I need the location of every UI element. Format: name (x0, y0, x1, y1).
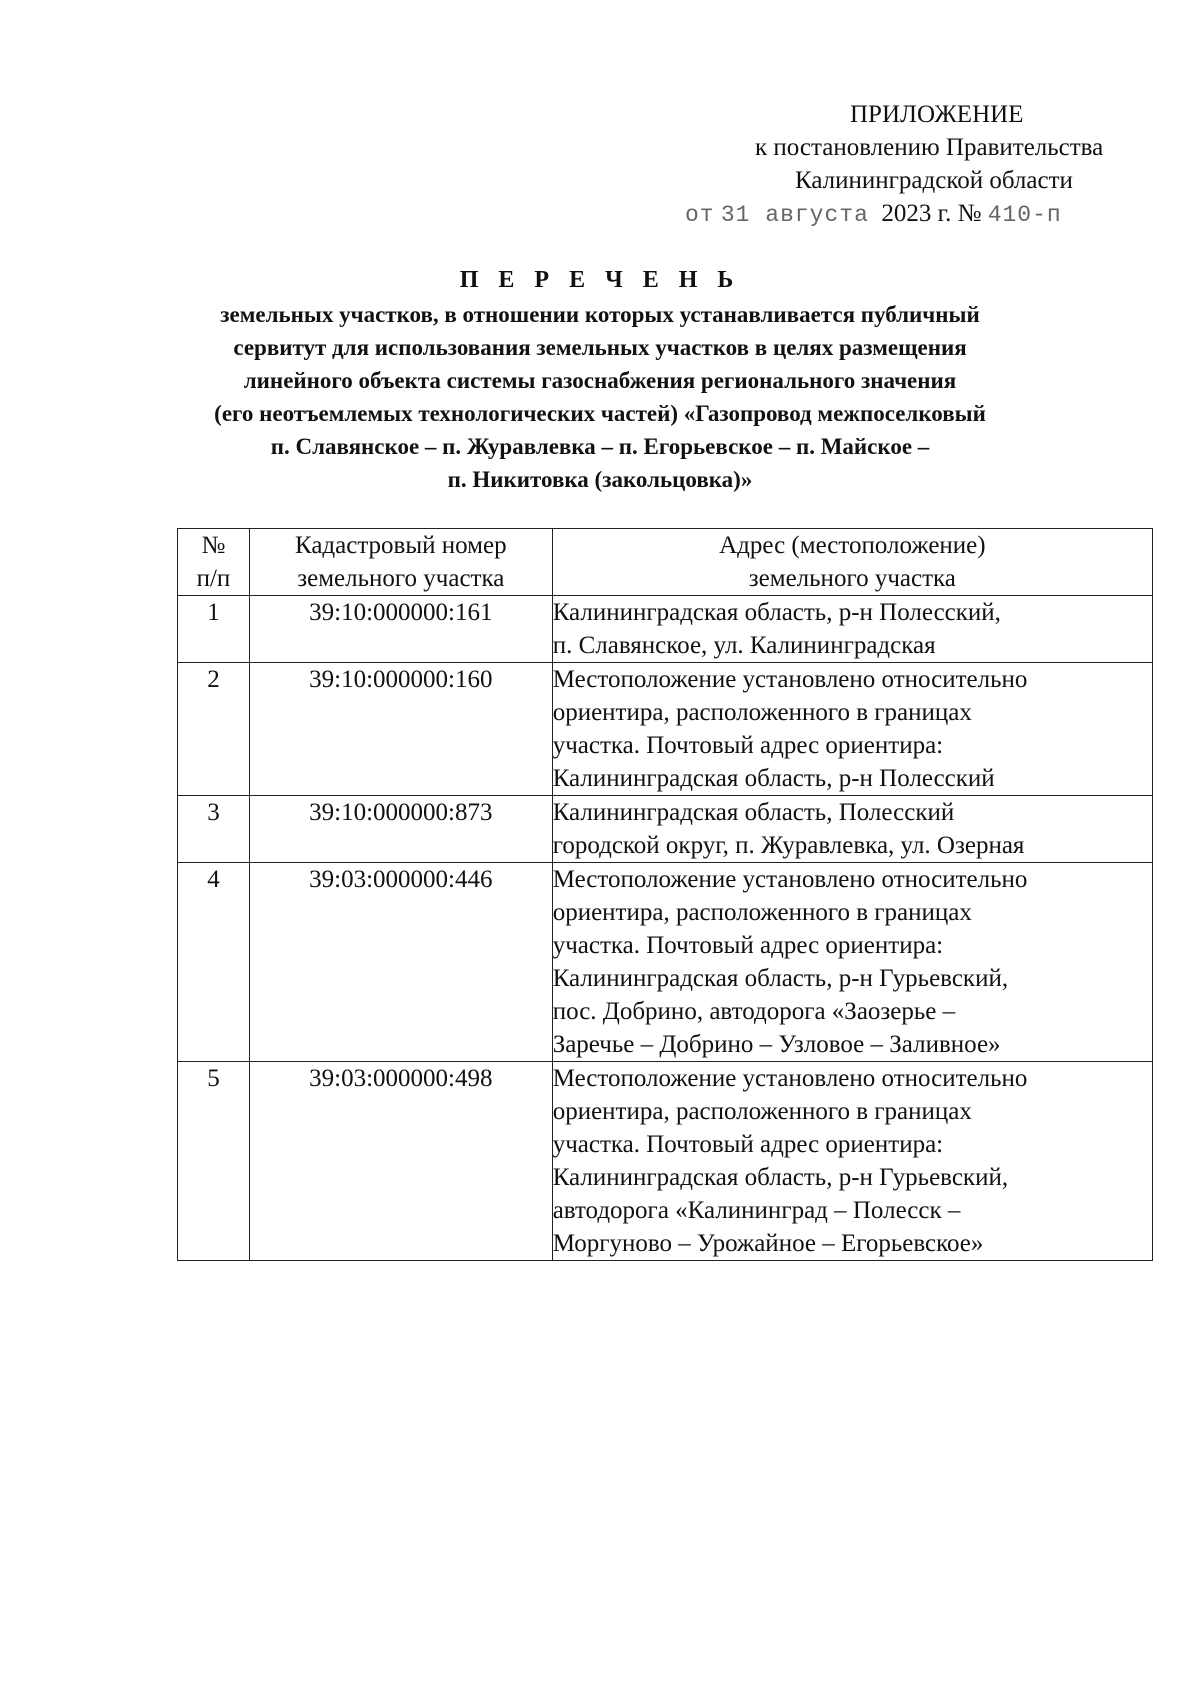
resolution-number: 410-п (987, 202, 1062, 228)
address-line: пос. Добрино, автодорога «Заозерье – (552, 998, 956, 1025)
header-num (178, 529, 250, 596)
row-number: 4 (178, 863, 250, 1062)
address-line: автодорога «Калининград – Полесск – (552, 1197, 961, 1224)
row-number: 5 (178, 1062, 250, 1261)
cadastral-number: 39:10:000000:161 (249, 596, 552, 663)
address-line: Местоположение установлено относительно (552, 1065, 1028, 1092)
table-header-row (178, 529, 1153, 596)
table-row (178, 663, 1153, 796)
cadastral-number: 39:10:000000:160 (249, 663, 552, 796)
subtitle-line: линейного объекта системы газоснабжения регионального значения (243, 368, 957, 393)
address-line: участка. Почтовый адрес ориентира: (552, 732, 944, 759)
row-number: 2 (178, 663, 250, 796)
header-address (552, 529, 1152, 596)
document-title (150, 262, 1050, 496)
address-line: п. Славянское, ул. Калининградская (552, 632, 936, 659)
header-cadastral (249, 529, 552, 596)
table-row (178, 863, 1153, 1062)
title-heading: П Е Р Е Ч Е Н Ь (459, 267, 741, 293)
address-line: Местоположение установлено относительно (552, 666, 1028, 693)
header-address-line: Адрес (местоположение) (719, 532, 986, 559)
subtitle-line: п. Никитовка (закольцовка)» (447, 467, 753, 492)
appendix-label: ПРИЛОЖЕНИЕ (850, 101, 1024, 128)
address-line: Калининградская область, р-н Полесский (552, 765, 995, 792)
parcels-table (177, 528, 1153, 1261)
address-line: участка. Почтовый адрес ориентира: (552, 1131, 944, 1158)
address-cell (552, 1062, 1152, 1261)
address-line: городской округ, п. Журавлевка, ул. Озерная (552, 832, 1025, 859)
address-line: Местоположение установлено относительно (552, 866, 1028, 893)
appendix-header (640, 98, 1180, 232)
header-cadastral-line: земельного участка (297, 565, 505, 592)
address-cell (552, 796, 1152, 863)
address-line: Заречье – Добрино – Узловое – Заливное» (552, 1031, 1001, 1058)
cadastral-number: 39:03:000000:498 (249, 1062, 552, 1261)
address-line: Калининградская область, р-н Полесский, (552, 599, 1001, 626)
address-line: ориентира, расположенного в границах (552, 1098, 972, 1125)
appendix-region-line: Калининградской области (795, 167, 1073, 194)
row-number: 3 (178, 796, 250, 863)
address-line: Моргуново – Урожайное – Егорьевское» (552, 1230, 984, 1257)
date-day-month: 31 августа (720, 202, 869, 228)
date-year: 2023 г. № (881, 200, 982, 227)
table-row (178, 796, 1153, 863)
header-num-line: № (201, 532, 226, 559)
address-line: Калининградская область, р-н Гурьевский, (552, 1164, 1009, 1191)
subtitle-line: п. Славянское – п. Журавлевка – п. Егорьевское – п. Майское – (270, 434, 930, 459)
address-cell (552, 596, 1152, 663)
address-line: Калининградская область, Полесский (552, 799, 955, 826)
table-row (178, 1062, 1153, 1261)
cadastral-number: 39:03:000000:446 (249, 863, 552, 1062)
table-row (178, 596, 1153, 663)
appendix-resolution-line: к постановлению Правительства (755, 134, 1104, 161)
subtitle-line: земельных участков, в отношении которых устанавливается публичный (220, 302, 980, 327)
address-line: Калининградская область, р-н Гурьевский, (552, 965, 1009, 992)
address-cell (552, 663, 1152, 796)
row-number: 1 (178, 596, 250, 663)
subtitle-line: (его неотъемлемых технологических частей) «Газопровод межпоселковый (214, 401, 986, 426)
header-address-line: земельного участка (748, 565, 956, 592)
header-num-line: п/п (196, 565, 231, 592)
appendix-date-line (640, 197, 1180, 232)
address-line: ориентира, расположенного в границах (552, 899, 972, 926)
header-cadastral-line: Кадастровый номер (294, 532, 507, 559)
address-line: участка. Почтовый адрес ориентира: (552, 932, 944, 959)
address-line: ориентира, расположенного в границах (552, 699, 972, 726)
address-cell (552, 863, 1152, 1062)
date-prefix: от (685, 202, 715, 228)
title-subtitle (150, 298, 1050, 496)
cadastral-number: 39:10:000000:873 (249, 796, 552, 863)
subtitle-line: сервитут для использования земельных участков в целях размещения (233, 335, 967, 360)
